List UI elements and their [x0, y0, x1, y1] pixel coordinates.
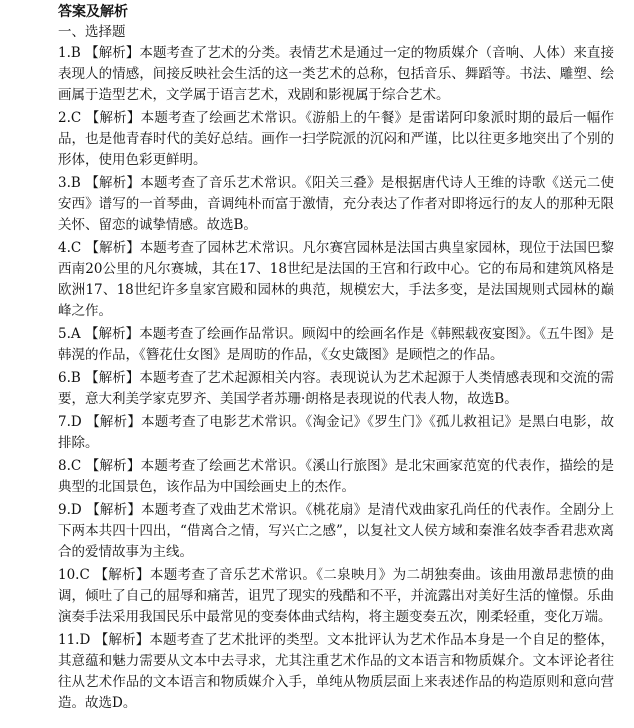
answer-item-9: 9.D 【解析】本题考查了戏曲艺术常识。《桃花扇》是清代戏曲家孔尚任的代表作。全剧分上下两本共四十四出，“借离合之情，写兴亡之感”，以复社文人侯方域和秦淮名妓李香君悲欢离合的爱情故事为主线。 — [58, 502, 614, 560]
answer-item-2: 2.C 【解析】本题考查了绘画艺术常识。《游船上的午餐》是雷诺阿印象派时期的最后一幅作品，也是他青春时代的美好总结。画作一扫学院派的沉闷和严谨，比以往更多地突出了个别的形体，使用色彩更鲜明。 — [58, 110, 614, 168]
answer-item-7: 7.D 【解析】本题考查了电影艺术常识。《淘金记》《罗生门》《孤儿救祖记》是黑白电影，故排除。 — [58, 414, 614, 451]
answer-item-5: 5.A 【解析】本题考查了绘画作品常识。顾闳中的绘画名作是《韩熙载夜宴图》。《五牛图》是韩滉的作品，《簪花仕女图》是周昉的作品，《女史箴图》是顾恺之的作品。 — [58, 326, 614, 363]
document-title: 答案及解析 — [58, 4, 128, 20]
answer-item-10: 10.C 【解析】本题考查了音乐艺术常识。《二泉映月》为二胡独奏曲。该曲用激昂悲愤的曲调，倾吐了自己的屈辱和痛苦，诅咒了现实的残酷和不平，并流露出对美好生活的憧憬。乐曲演奏手法采用我国民乐中最常见的变奏体曲式结构，将主题变奏五次，刚柔轻重，变化万端。 — [58, 567, 614, 625]
answer-item-11: 11.D 【解析】本题考查了艺术批评的类型。文本批评认为艺术作品本身是一个自足的整体，其意蕴和魅力需要从文本中去寻求，尤其注重艺术作品的文本语言和物质媒介。文本评论者往往从艺术作品的文本语言和物质媒介入手，单纯从物质层面上来表述作品的构造原则和意向营造。故选D。 — [58, 632, 614, 711]
answer-item-3: 3.B 【解析】本题考查了音乐艺术常识。《阳关三叠》是根据唐代诗人王维的诗歌《送元二使安西》谱写的一首琴曲，音调纯朴而富于激情，充分表达了作者对即将远行的友人的那种无限关怀、留恋的诚挚情感。故选B。 — [58, 175, 614, 233]
answer-item-1: 1.B 【解析】本题考查了艺术的分类。表情艺术是通过一定的物质媒介（音响、人体）来直接表现人的情感，间接反映社会生活的这一类艺术的总称，包括音乐、舞蹈等。书法、雕塑、绘画属于造型艺术，文学属于语言艺术，戏剧和影视属于综合艺术。 — [58, 45, 614, 103]
answer-item-4: 4.C 【解析】本题考查了园林艺术常识。凡尔赛宫园林是法国古典皇家园林，现位于法国巴黎西南20公里的凡尔赛城，其在17、18世纪是法国的王宫和行政中心。它的布局和建筑风格是欧洲17、18世纪许多皇家宫殿和园林的典范，规模宏大，手法多变，是法国规则式园林的巅峰之作。 — [58, 240, 614, 319]
answer-item-8: 8.C 【解析】本题考查了绘画艺术常识。《溪山行旅图》是北宋画家范宽的代表作，描绘的是典型的北国景色，该作品为中国绘画史上的杰作。 — [58, 458, 614, 495]
section-title: 一、选择题 — [58, 24, 126, 40]
answer-list — [58, 43, 614, 714]
answer-item-6: 6.B 【解析】本题考查了艺术起源相关内容。表现说认为艺术起源于人类情感表现和交流的需要，意大利美学家克罗齐、美国学者苏珊·朗格是表现说的代表人物，故选B。 — [58, 370, 614, 407]
